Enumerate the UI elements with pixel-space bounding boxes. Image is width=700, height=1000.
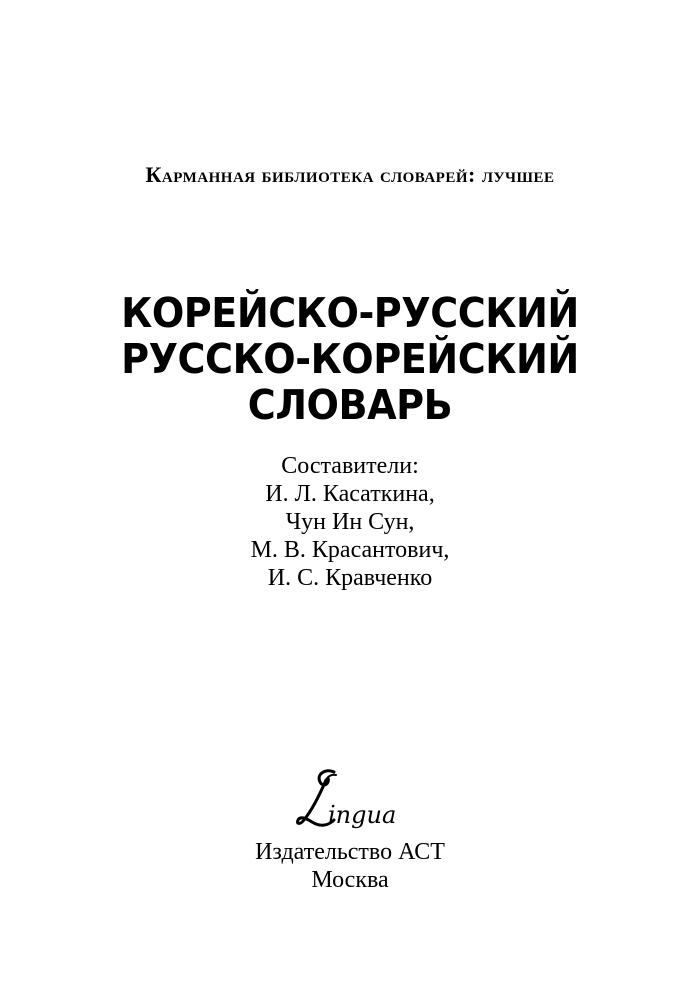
- series-title: Карманная библиотека словарей: лучшее: [145, 162, 555, 187]
- compilers-heading: Составители:: [281, 453, 419, 479]
- title-line-2: РУССКО-КОРЕЙСКИЙ: [121, 335, 579, 383]
- compilers-block: [0, 452, 700, 592]
- compiler-name: И. С. Кравченко: [267, 565, 433, 591]
- title-line-1: КОРЕЙСКО-РУССКИЙ: [121, 289, 579, 337]
- compiler-name: И. Л. Касаткина,: [265, 481, 435, 507]
- compiler-name: М. В. Красантович,: [250, 537, 450, 563]
- publisher-name: Издательство АСТ: [255, 839, 445, 865]
- book-title: [25, 290, 676, 428]
- title-line-3: СЛОВАРЬ: [247, 381, 453, 429]
- publisher-city: Москва: [311, 867, 389, 893]
- lingua-logo-icon: [286, 766, 406, 836]
- compiler-name: Чун Ин Сун,: [285, 509, 415, 535]
- svg-text:ingua: ingua: [328, 801, 397, 829]
- publisher-block: [0, 838, 700, 894]
